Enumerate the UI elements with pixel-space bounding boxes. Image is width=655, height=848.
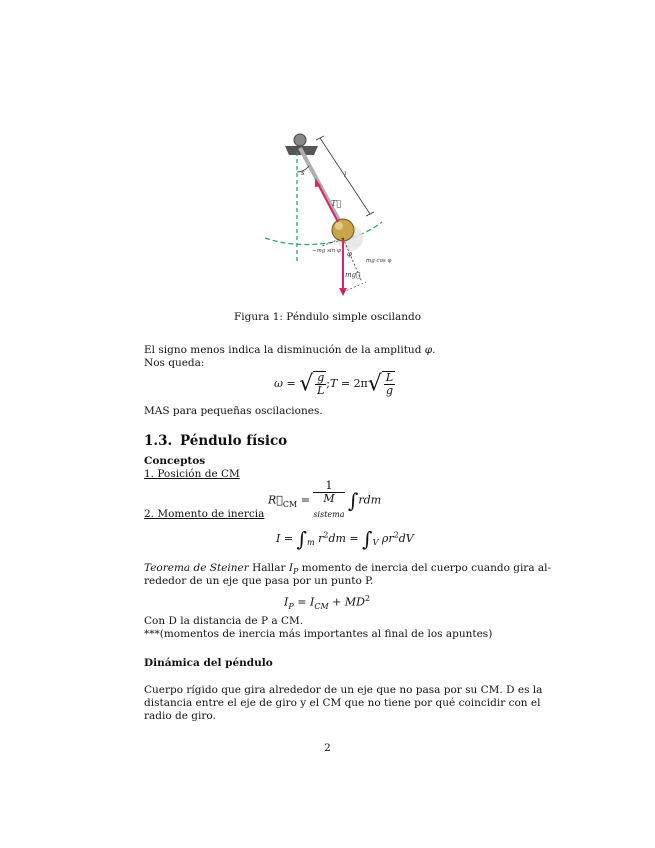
item-momento-inercia: 2. Momento de inercia bbox=[144, 508, 265, 520]
pivot-icon bbox=[294, 134, 306, 146]
paragraph-momentos-note: ***(momentos de inercia más importantes al final de los apuntes) bbox=[144, 628, 493, 640]
paragraph-amplitud: El signo menos indica la disminución de la amplitud φ. bbox=[144, 344, 436, 356]
conceptos-heading: Conceptos bbox=[144, 455, 206, 467]
paragraph-distancia: Con D la distancia de P a CM. bbox=[144, 615, 304, 627]
fig-label-s: s bbox=[301, 169, 305, 177]
equation-steiner: $I_P = I_{CM} + MD^2$ bbox=[284, 594, 371, 611]
fig-label-angle: φ bbox=[347, 250, 352, 258]
body-line-2: distancia entre el eje de giro y el CM que no tiene por qué coincidir con el bbox=[144, 697, 541, 709]
fig-label-tangential: −mg sin φ bbox=[312, 248, 341, 254]
body-line-1: Cuerpo rígido que gira alrededor de un eje que no pasa por su CM. D es la bbox=[144, 684, 543, 696]
fig-label-l: l bbox=[344, 171, 347, 179]
section-heading: 1.3. Péndulo físico bbox=[144, 433, 288, 449]
arc-dashed bbox=[265, 222, 382, 245]
body-line-3: radio de giro. bbox=[144, 710, 216, 722]
paragraph-nos-queda: Nos queda: bbox=[144, 357, 205, 369]
dinamica-heading: Dinámica del péndulo bbox=[144, 657, 273, 669]
figure-caption: Figura 1: Péndulo simple oscilando bbox=[233, 311, 422, 323]
page-number: 2 bbox=[324, 742, 331, 754]
equation-inertia: $I = \int_m$ $r^2dm = \int_V$ $\rho r^2dV$ bbox=[276, 527, 414, 551]
equation-omega: ω = √ $\frac{g}{L}$ ;T = 2π√ $\frac{L}{g}$ bbox=[274, 371, 394, 397]
item-posicion-cm: 1. Posición de CM bbox=[144, 468, 240, 480]
paragraph-steiner: Teorema de Steiner Hallar $I_P$ momento de inercia del cuerpo cuando gira al- bbox=[144, 562, 552, 577]
pendulum-ball bbox=[332, 219, 354, 241]
paragraph-mas: MAS para pequeñas oscilaciones. bbox=[144, 405, 323, 417]
equation-rcm: $R⃗_{CM}$ = 1 M $_{sistema}$ ∫rdm bbox=[268, 479, 382, 520]
fig-label-tension: T⃗ bbox=[331, 199, 342, 208]
paragraph-steiner-line2: rededor de un eje que pasa por un punto P. bbox=[144, 575, 374, 587]
pendulum-rod bbox=[300, 148, 342, 226]
fig-label-weight: mg⃗ bbox=[345, 271, 361, 279]
fig-label-radial: mg cos φ bbox=[366, 258, 392, 264]
